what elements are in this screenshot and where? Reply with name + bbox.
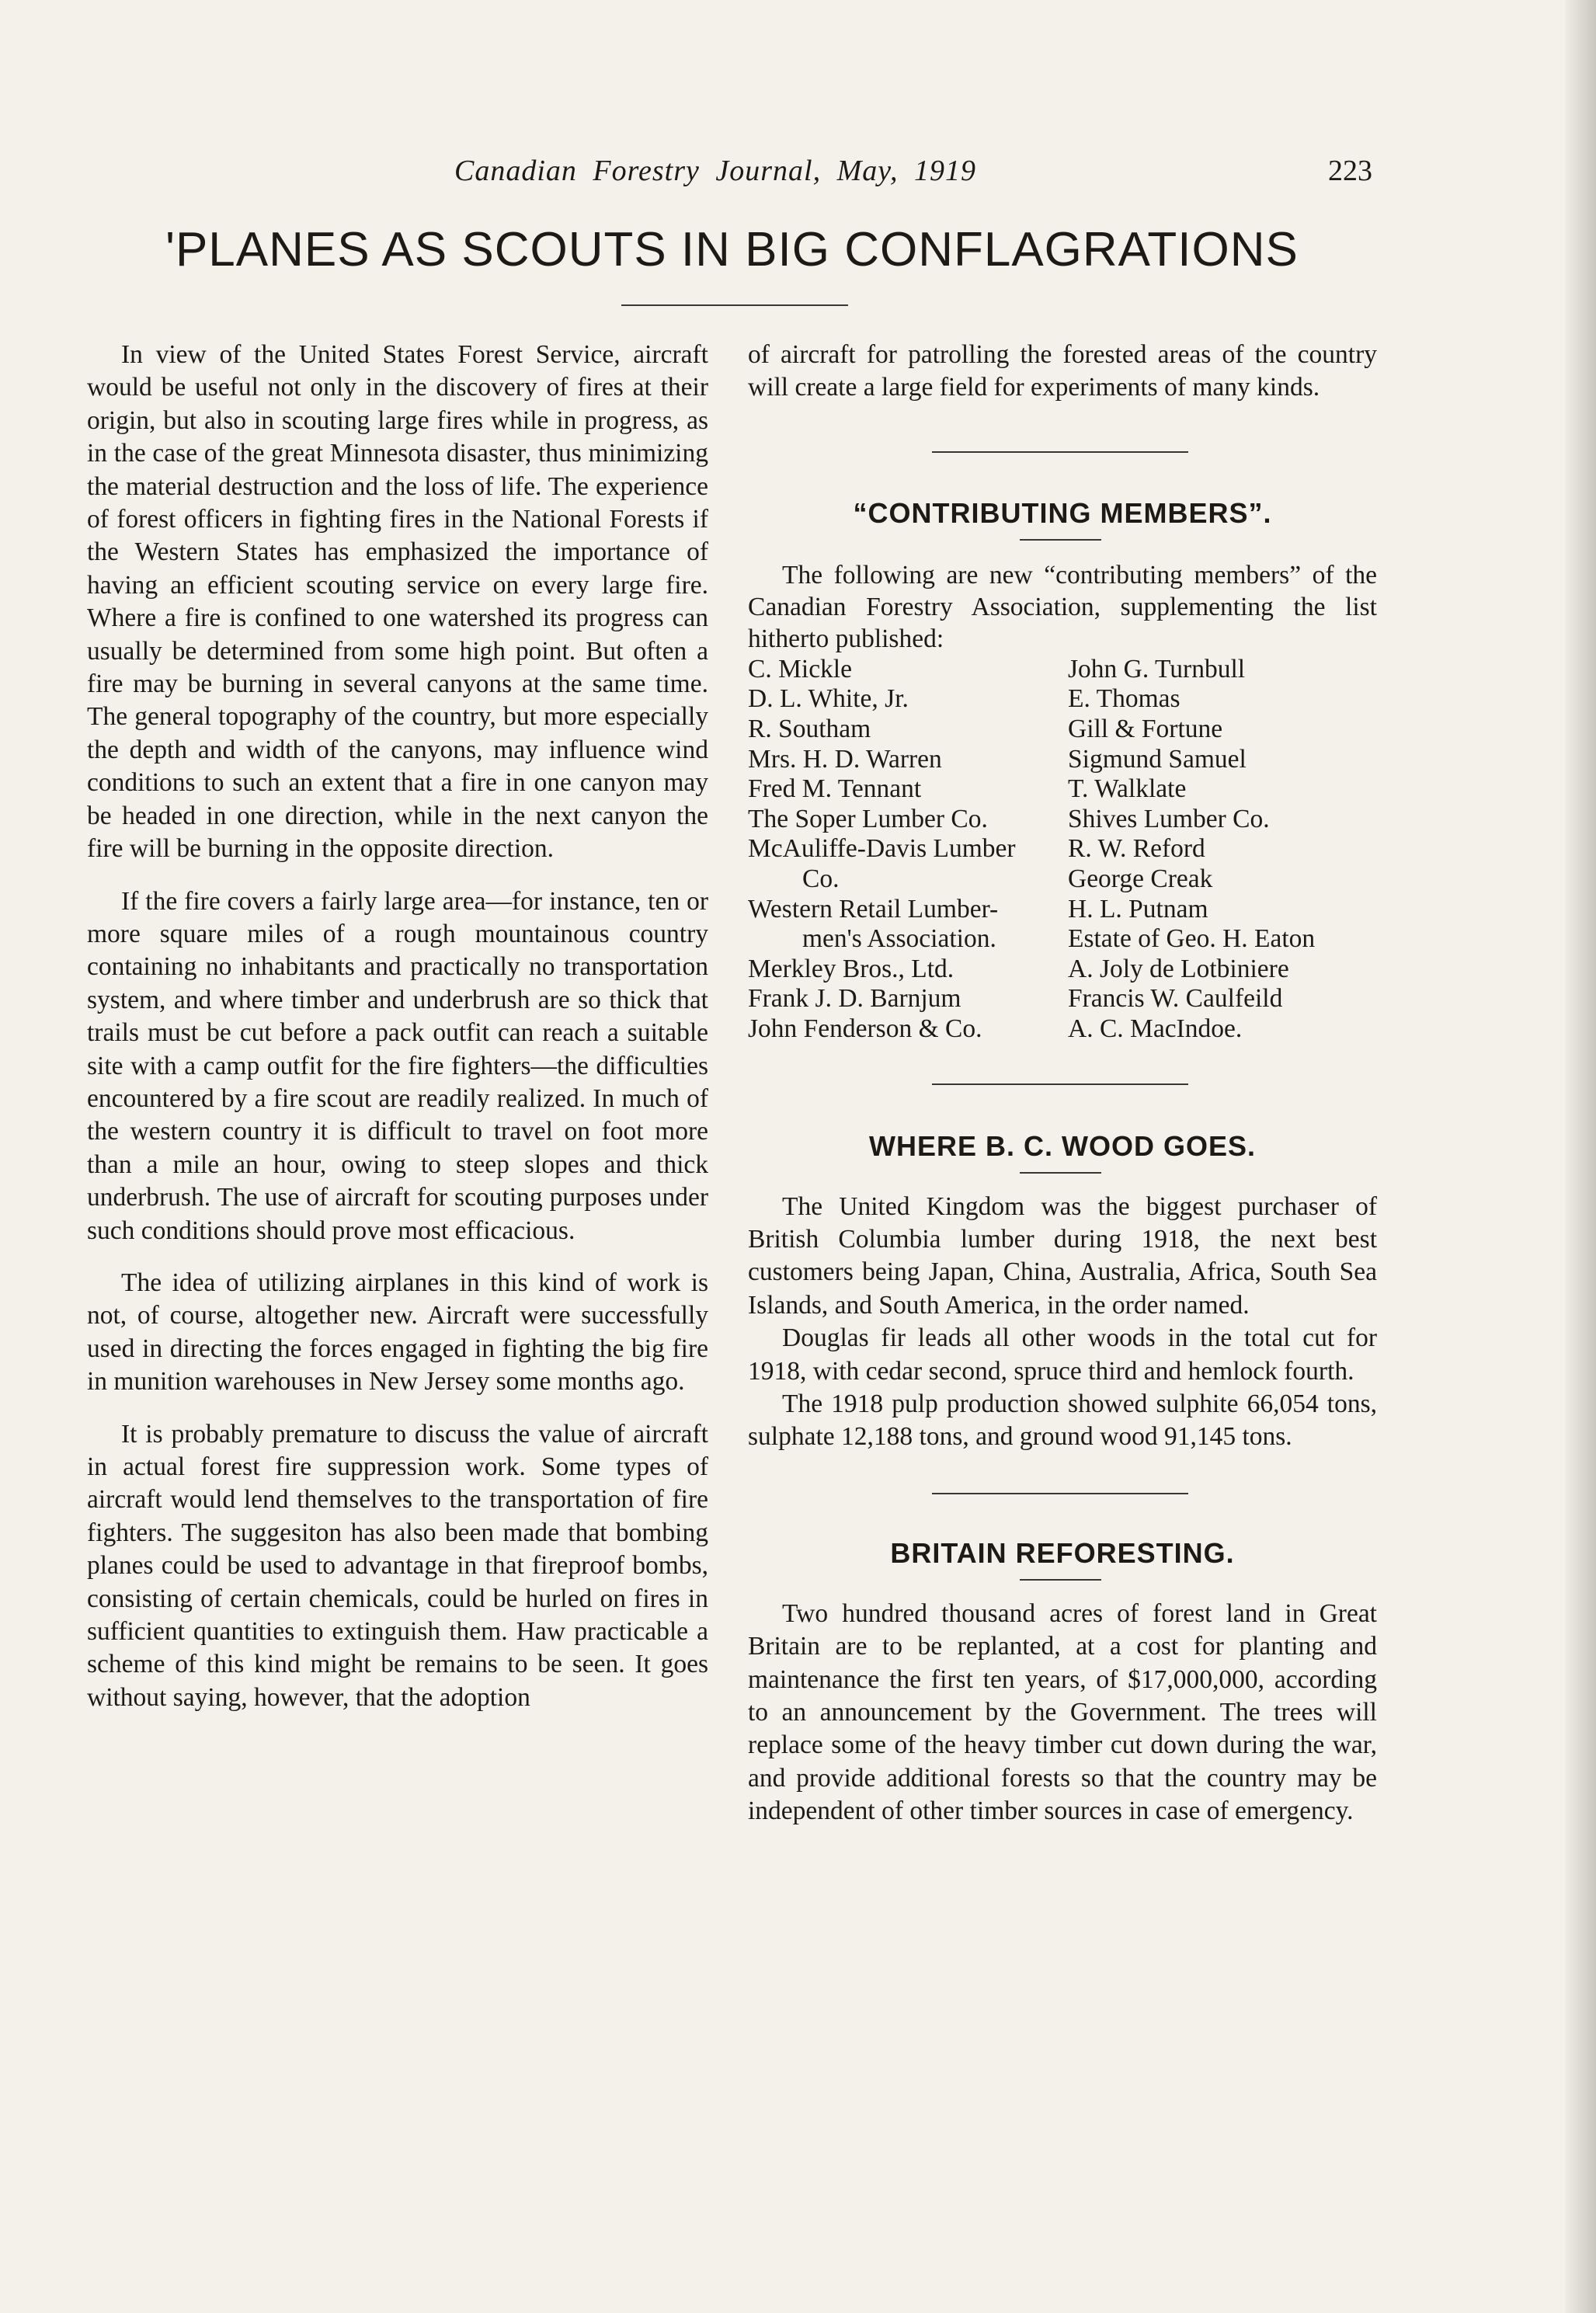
member-left: D. L. White, Jr. [748,684,909,714]
bc-wood-paragraph-3: The 1918 pulp production showed sulphite 66,054 tons, sulphate 12,188 tons, and ground wood 91,145 tons. [748,1389,1377,1452]
member-right: Gill & Fortune [1068,715,1223,743]
article-title: 'PLANES AS SCOUTS IN BIG CONFLAGRATIONS [165,223,1299,277]
member-right: Estate of Geo. H. Eaton [1068,924,1316,954]
article-paragraph-3: The idea of utilizing airplanes in this kind of work is not, of course, altogether new. Aircraft were successfully used in directing the forces engaged in fighting the big fire in munition warehouses in New Jersey some months ago. [87,1268,708,1396]
member-left: Fred M. Tennant [748,774,922,804]
heading-underline [1020,539,1101,541]
article-paragraph-2: If the fire covers a fairly large area—for instance, ten or more square miles of a rough mountainous country containing no inhabitants and practically no transportation system, and where timber and underbrush are so thick that trails must be cut before a pack outfit can reach a suitable site with a camp outfit for the fire fighters—the difficulties encountered by a fire scout are readily realized. In much of the western country it is difficult to travel on foot more than a mile an hour, owing to steep slopes and thick underbrush. The use of aircraft for scouting purposes under such conditions should prove most efficacious. [87,886,708,1245]
section-divider [932,1083,1188,1085]
left-column [87,339,708,1734]
article-paragraph-1: In view of the United States Forest Service, aircraft would be useful not only in the discovery of fires at their origin, but also in scouting large fires while in progress, as in the case of the great Minnesota disaster, thus minimizing the material destruction and the loss of life. The experience of forest officers in fighting fires in the National Forests if the Western States has emphasized the importance of having an efficient scouting service on every large fire. Where a fire is confined to one watershed its progress can usually be determined from some high point. But often a fire may be burning in several canyons at the same time. The general topography of the country, but more especially the depth and width of the canyons, may influence wind conditions to such an extent that a fire in one canyon may be headed in one direction, while in the next canyon the fire will be burning in the opposite direction. [87,340,708,864]
britain-heading: BRITAIN REFORESTING. [890,1536,1235,1569]
member-left: Frank J. D. Barnjum [748,984,961,1014]
member-left: McAuliffe-Davis Lumber [748,834,1016,864]
member-right: A. C. MacIndoe. [1068,1014,1243,1043]
member-left: Mrs. H. D. Warren [748,744,942,774]
article-paragraph-4: It is probably premature to discuss the value of aircraft in actual forest fire suppression work. Some types of aircraft would lend themselves to the transportation of fire fighters. The suggesiton has also been made that bombing planes could be used to advantage in that fireproof bombs, consisting of certain chemicals, could be hurled on fires in sufficient quantities to extinguish them. Haw practicable a scheme of this kind might be remains to be seen. It goes without saying, however, that the adoption [87,1419,708,1712]
britain-paragraph: Two hundred thousand acres of forest land in Great Britain are to be replanted, at a cost for planting and maintenance the first ten years, of $17,000,000, according to an announcement by the Government. The trees will replace some of the heavy timber cut down during the war, and provide additional forests so that the country may be independent of other timber sources in case of emergency. [748,1598,1377,1826]
journal-running-title: Canadian Forestry Journal, May, 1919 [454,155,976,187]
member-right: Sigmund Samuel [1068,744,1247,774]
heading-underline [1020,1172,1101,1174]
member-right: Shives Lumber Co. [1068,804,1270,833]
members-list [748,655,1377,1045]
member-left: R. Southam [748,715,871,743]
page-edge-shadow [1565,0,1596,2313]
bc-wood-heading: WHERE B. C. WOOD GOES. [868,1129,1256,1162]
member-left: John Fenderson & Co. [748,1014,982,1043]
member-right: R. W. Reford [1068,834,1205,864]
member-left-continued: men's Association. [802,924,996,954]
member-right: H. L. Putnam [1068,894,1208,923]
contributing-heading: “CONTRIBUTING MEMBERS”. [853,496,1272,529]
member-right: John G. Turnbull [1068,654,1246,683]
member-left: The Soper Lumber Co. [748,804,988,833]
contributing-intro: The following are new “contributing members” of the Canadian Forestry Association, supplementing the list hitherto published: [748,560,1377,653]
page-number: 223 [1328,155,1372,187]
member-right: A. Joly de Lotbiniere [1068,954,1289,983]
member-right: George Creak [1068,864,1213,893]
bc-wood-paragraph-2: Douglas fir leads all other woods in the total cut for 1918, with cedar second, spruce third and hemlock fourth. [748,1323,1377,1386]
heading-underline [1020,1579,1101,1581]
article-continuation: of aircraft for patrolling the forested areas of the country will create a large field for experiments of many kinds. [748,340,1377,402]
running-head [0,154,1596,200]
member-left: Western Retail Lumber- [748,894,999,923]
right-column [748,339,1377,1828]
bc-wood-paragraph-1: The United Kingdom was the biggest purchaser of British Columbia lumber during 1918, the next best customers being Japan, China, Australia, Africa, South Sea Islands, and South America, in the order named. [748,1191,1377,1320]
section-divider [932,451,1188,453]
title-rule [621,304,848,306]
member-right: T. Walklate [1068,774,1187,804]
member-right: E. Thomas [1068,684,1180,714]
member-left-continued: Co. [802,864,840,893]
section-divider [932,1493,1188,1494]
member-left: Merkley Bros., Ltd. [748,954,954,983]
member-right: Francis W. Caulfeild [1068,984,1283,1014]
member-left: C. Mickle [748,654,852,683]
